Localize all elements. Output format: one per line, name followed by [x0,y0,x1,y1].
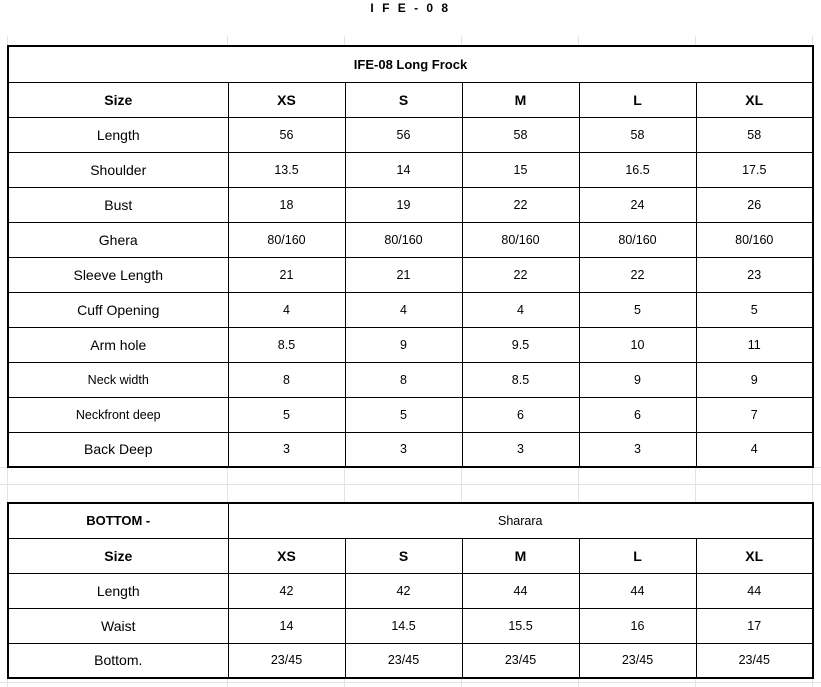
table-row [8,608,813,643]
row-label: Bottom. [8,643,228,678]
cell: 3 [345,432,462,467]
header-cell: M [462,538,579,573]
cell: 80/160 [228,222,345,257]
bottom-style: Sharara [228,503,813,538]
table-row [8,362,813,397]
table-row [8,222,813,257]
cell: 42 [228,573,345,608]
cell: 44 [696,573,813,608]
row-label: Shoulder [8,152,228,187]
cell: 14.5 [345,608,462,643]
cell: 80/160 [696,222,813,257]
cell: 6 [579,397,696,432]
cell: 23/45 [345,643,462,678]
cell: 23/45 [228,643,345,678]
cell: 14 [228,608,345,643]
row-label: Neckfront deep [8,397,228,432]
row-label: Ghera [8,222,228,257]
cell: 8.5 [462,362,579,397]
cell: 13.5 [228,152,345,187]
cell: 16 [579,608,696,643]
row-label: Neck width [8,362,228,397]
header-cell: XL [696,538,813,573]
cell: 58 [579,117,696,152]
cell: 17 [696,608,813,643]
cell: 16.5 [579,152,696,187]
cell: 58 [696,117,813,152]
cell: 14 [345,152,462,187]
cell: 3 [228,432,345,467]
cell: 9.5 [462,327,579,362]
cell: 4 [228,292,345,327]
cell: 5 [228,397,345,432]
cell: 23/45 [462,643,579,678]
table-row [8,117,813,152]
cell: 3 [462,432,579,467]
header-cell: S [345,538,462,573]
cell: 44 [462,573,579,608]
cell: 80/160 [579,222,696,257]
cell: 21 [345,257,462,292]
table-row [8,152,813,187]
cell: 9 [579,362,696,397]
cell: 3 [579,432,696,467]
cell: 15.5 [462,608,579,643]
cell: 21 [228,257,345,292]
cell: 56 [228,117,345,152]
cell: 4 [462,292,579,327]
row-label: Bust [8,187,228,222]
row-label: Back Deep [8,432,228,467]
grid-line [0,484,821,485]
table-title: IFE-08 Long Frock [8,46,813,82]
cell: 22 [462,257,579,292]
cell: 24 [579,187,696,222]
cell: 18 [228,187,345,222]
row-label: Arm hole [8,327,228,362]
header-cell: M [462,82,579,117]
cell: 23/45 [579,643,696,678]
cell: 22 [462,187,579,222]
cell: 58 [462,117,579,152]
cell: 5 [579,292,696,327]
cell: 17.5 [696,152,813,187]
header-cell: L [579,82,696,117]
cell: 7 [696,397,813,432]
table-row [8,257,813,292]
cell: 80/160 [462,222,579,257]
bottom-label: BOTTOM - [8,503,228,538]
header-cell: Size [8,538,228,573]
cell: 9 [345,327,462,362]
table-row [8,187,813,222]
row-label: Cuff Opening [8,292,228,327]
cell: 15 [462,152,579,187]
header-cell: XL [696,82,813,117]
header-cell: L [579,538,696,573]
header-cell: XS [228,538,345,573]
table-row [8,643,813,678]
cell: 11 [696,327,813,362]
header-cell: Size [8,82,228,117]
cell: 8.5 [228,327,345,362]
cell: 6 [462,397,579,432]
table-row [8,432,813,467]
row-label: Length [8,117,228,152]
row-label: Length [8,573,228,608]
size-header-row [8,82,813,117]
cell: 23 [696,257,813,292]
size-header-row [8,538,813,573]
cell: 26 [696,187,813,222]
table-row [8,327,813,362]
table-row [8,573,813,608]
cell: 8 [345,362,462,397]
document-title: I F E - 0 8 [370,1,451,15]
row-label: Waist [8,608,228,643]
bottom-size-table [7,502,814,679]
cell: 56 [345,117,462,152]
cell: 5 [345,397,462,432]
long-frock-size-table [7,45,814,468]
row-label: Sleeve Length [8,257,228,292]
cell: 80/160 [345,222,462,257]
cell: 9 [696,362,813,397]
grid-line [0,682,821,683]
table-row [8,397,813,432]
cell: 4 [345,292,462,327]
cell: 44 [579,573,696,608]
cell: 8 [228,362,345,397]
cell: 10 [579,327,696,362]
cell: 19 [345,187,462,222]
cell: 5 [696,292,813,327]
cell: 23/45 [696,643,813,678]
header-cell: S [345,82,462,117]
header-cell: XS [228,82,345,117]
cell: 22 [579,257,696,292]
cell: 42 [345,573,462,608]
cell: 4 [696,432,813,467]
bottom-title-row [8,503,813,538]
table-row [8,292,813,327]
